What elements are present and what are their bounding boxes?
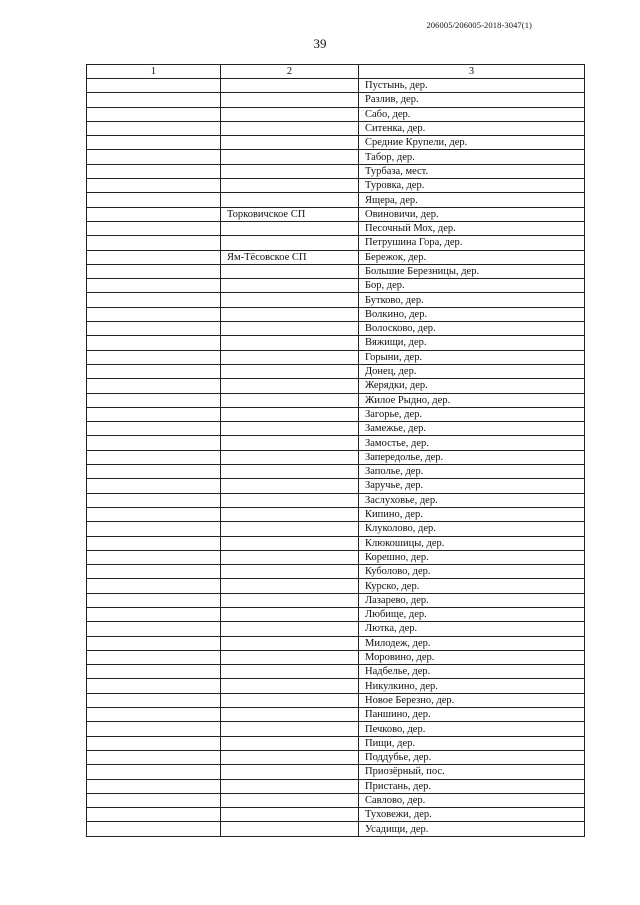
locality-cell: Печково, дер. xyxy=(359,722,585,736)
table-row xyxy=(87,193,585,207)
settlement-cell xyxy=(221,565,359,579)
settlement-cell xyxy=(221,522,359,536)
municipal-district-cell xyxy=(87,93,221,107)
locality-cell: Надбелье, дер. xyxy=(359,665,585,679)
table-row xyxy=(87,164,585,178)
table-row xyxy=(87,708,585,722)
settlement-cell xyxy=(221,379,359,393)
municipal-district-cell xyxy=(87,250,221,264)
settlement-cell: Торковичское СП xyxy=(221,207,359,221)
locality-cell: Клуколово, дер. xyxy=(359,522,585,536)
table-row xyxy=(87,793,585,807)
page-number: 39 xyxy=(313,36,327,51)
settlement-cell xyxy=(221,507,359,521)
municipal-district-cell xyxy=(87,79,221,93)
municipal-district-cell xyxy=(87,665,221,679)
locality-cell: Вяжищи, дер. xyxy=(359,336,585,350)
table-row xyxy=(87,250,585,264)
locality-cell: Пристань, дер. xyxy=(359,779,585,793)
table-row xyxy=(87,293,585,307)
municipal-district-cell xyxy=(87,121,221,135)
locality-cell: Средние Крупели, дер. xyxy=(359,136,585,150)
settlement-cell xyxy=(221,79,359,93)
settlement-cell xyxy=(221,393,359,407)
municipal-district-cell xyxy=(87,636,221,650)
locality-cell: Милодеж, дер. xyxy=(359,636,585,650)
table-header-row xyxy=(87,65,585,79)
settlement-cell xyxy=(221,679,359,693)
locality-cell: Жерядки, дер. xyxy=(359,379,585,393)
table-row xyxy=(87,307,585,321)
locality-cell: Загорье, дер. xyxy=(359,407,585,421)
settlements-table xyxy=(86,64,585,837)
settlement-cell xyxy=(221,236,359,250)
table-row xyxy=(87,150,585,164)
settlement-cell xyxy=(221,322,359,336)
locality-cell: Бутково, дер. xyxy=(359,293,585,307)
municipal-district-cell xyxy=(87,593,221,607)
settlement-cell xyxy=(221,293,359,307)
locality-cell: Ситенка, дер. xyxy=(359,121,585,135)
settlement-cell xyxy=(221,93,359,107)
settlement-cell xyxy=(221,579,359,593)
municipal-district-cell xyxy=(87,350,221,364)
table-row xyxy=(87,236,585,250)
settlement-cell xyxy=(221,607,359,621)
table-row xyxy=(87,221,585,235)
municipal-district-cell xyxy=(87,164,221,178)
settlement-cell xyxy=(221,750,359,764)
municipal-district-cell xyxy=(87,536,221,550)
table-row xyxy=(87,422,585,436)
municipal-district-cell xyxy=(87,479,221,493)
table-row xyxy=(87,593,585,607)
municipal-district-cell xyxy=(87,650,221,664)
locality-cell: Пищи, дер. xyxy=(359,736,585,750)
municipal-district-cell xyxy=(87,722,221,736)
settlement-cell xyxy=(221,793,359,807)
settlement-cell xyxy=(221,765,359,779)
locality-cell: Кипино, дер. xyxy=(359,507,585,521)
locality-cell: Пустынь, дер. xyxy=(359,79,585,93)
table-row xyxy=(87,779,585,793)
locality-cell: Ящера, дер. xyxy=(359,193,585,207)
table-row xyxy=(87,550,585,564)
settlement-cell xyxy=(221,708,359,722)
settlement-cell xyxy=(221,279,359,293)
table-row xyxy=(87,579,585,593)
settlement-cell xyxy=(221,650,359,664)
locality-cell: Турбаза, мест. xyxy=(359,164,585,178)
municipal-district-cell xyxy=(87,422,221,436)
municipal-district-cell xyxy=(87,679,221,693)
settlement-cell xyxy=(221,693,359,707)
municipal-district-cell xyxy=(87,264,221,278)
municipal-district-cell xyxy=(87,750,221,764)
municipal-district-cell xyxy=(87,822,221,836)
settlement-cell xyxy=(221,536,359,550)
municipal-district-cell xyxy=(87,493,221,507)
municipal-district-cell xyxy=(87,193,221,207)
table-row xyxy=(87,507,585,521)
settlement-cell xyxy=(221,364,359,378)
locality-cell: Заручье, дер. xyxy=(359,479,585,493)
settlement-cell xyxy=(221,665,359,679)
locality-cell: Петрушина Гора, дер. xyxy=(359,236,585,250)
table-row xyxy=(87,350,585,364)
table-row xyxy=(87,436,585,450)
locality-cell: Большие Березницы, дер. xyxy=(359,264,585,278)
municipal-district-cell xyxy=(87,765,221,779)
locality-cell: Горыни, дер. xyxy=(359,350,585,364)
settlement-cell xyxy=(221,193,359,207)
table-row xyxy=(87,179,585,193)
document-id: 206005/206005-2018-3047(1) xyxy=(426,20,532,30)
locality-cell: Приозёрный, пос. xyxy=(359,765,585,779)
municipal-district-cell xyxy=(87,379,221,393)
locality-cell: Замежье, дер. xyxy=(359,422,585,436)
header-cell-3: 3 xyxy=(359,65,585,79)
municipal-district-cell xyxy=(87,179,221,193)
table-row xyxy=(87,750,585,764)
header-cell-1: 1 xyxy=(87,65,221,79)
settlement-cell xyxy=(221,822,359,836)
table-row xyxy=(87,107,585,121)
locality-cell: Поддубье, дер. xyxy=(359,750,585,764)
table-row xyxy=(87,665,585,679)
settlement-cell xyxy=(221,150,359,164)
locality-cell: Волкино, дер. xyxy=(359,307,585,321)
settlement-cell xyxy=(221,636,359,650)
settlement-cell xyxy=(221,307,359,321)
settlement-cell xyxy=(221,550,359,564)
locality-cell: Овиновичи, дер. xyxy=(359,207,585,221)
settlement-cell xyxy=(221,722,359,736)
locality-cell: Клюкошицы, дер. xyxy=(359,536,585,550)
municipal-district-cell xyxy=(87,779,221,793)
table-row xyxy=(87,93,585,107)
municipal-district-cell xyxy=(87,622,221,636)
locality-cell: Заслуховье, дер. xyxy=(359,493,585,507)
municipal-district-cell xyxy=(87,307,221,321)
municipal-district-cell xyxy=(87,150,221,164)
municipal-district-cell xyxy=(87,236,221,250)
table-row xyxy=(87,121,585,135)
table-row xyxy=(87,736,585,750)
table-row xyxy=(87,693,585,707)
table-row xyxy=(87,379,585,393)
table-row xyxy=(87,364,585,378)
settlement-cell xyxy=(221,350,359,364)
municipal-district-cell xyxy=(87,221,221,235)
locality-cell: Моровино, дер. xyxy=(359,650,585,664)
table-row xyxy=(87,493,585,507)
municipal-district-cell xyxy=(87,693,221,707)
table-row xyxy=(87,465,585,479)
table-row xyxy=(87,450,585,464)
locality-cell: Никулкино, дер. xyxy=(359,679,585,693)
table-row xyxy=(87,650,585,664)
locality-cell: Разлив, дер. xyxy=(359,93,585,107)
locality-cell: Туровка, дер. xyxy=(359,179,585,193)
table-row xyxy=(87,322,585,336)
municipal-district-cell xyxy=(87,522,221,536)
settlement-cell xyxy=(221,479,359,493)
locality-cell: Песочный Мох, дер. xyxy=(359,221,585,235)
settlement-cell xyxy=(221,407,359,421)
municipal-district-cell xyxy=(87,550,221,564)
table-row xyxy=(87,79,585,93)
table-row xyxy=(87,607,585,621)
settlement-cell xyxy=(221,493,359,507)
locality-cell: Куболово, дер. xyxy=(359,565,585,579)
locality-cell: Волосково, дер. xyxy=(359,322,585,336)
settlement-cell: Ям-Тёсовское СП xyxy=(221,250,359,264)
municipal-district-cell xyxy=(87,136,221,150)
settlement-cell xyxy=(221,136,359,150)
settlement-cell xyxy=(221,593,359,607)
settlement-cell xyxy=(221,164,359,178)
municipal-district-cell xyxy=(87,708,221,722)
header-cell-2: 2 xyxy=(221,65,359,79)
municipal-district-cell xyxy=(87,607,221,621)
locality-cell: Запередолье, дер. xyxy=(359,450,585,464)
table-row xyxy=(87,407,585,421)
table-row xyxy=(87,393,585,407)
municipal-district-cell xyxy=(87,465,221,479)
table-row xyxy=(87,636,585,650)
locality-cell: Савлово, дер. xyxy=(359,793,585,807)
locality-cell: Жилое Рыдно, дер. xyxy=(359,393,585,407)
settlement-cell xyxy=(221,121,359,135)
settlement-cell xyxy=(221,179,359,193)
settlement-cell xyxy=(221,622,359,636)
municipal-district-cell xyxy=(87,364,221,378)
locality-cell: Любище, дер. xyxy=(359,607,585,621)
municipal-district-cell xyxy=(87,579,221,593)
locality-cell: Новое Березно, дер. xyxy=(359,693,585,707)
locality-cell: Замостье, дер. xyxy=(359,436,585,450)
table-row xyxy=(87,765,585,779)
table-row xyxy=(87,279,585,293)
municipal-district-cell xyxy=(87,279,221,293)
settlement-cell xyxy=(221,465,359,479)
locality-cell: Заполье, дер. xyxy=(359,465,585,479)
locality-cell: Усадищи, дер. xyxy=(359,822,585,836)
table-row xyxy=(87,679,585,693)
locality-cell: Курско, дер. xyxy=(359,579,585,593)
locality-cell: Лютка, дер. xyxy=(359,622,585,636)
municipal-district-cell xyxy=(87,322,221,336)
municipal-district-cell xyxy=(87,450,221,464)
table-row xyxy=(87,479,585,493)
municipal-district-cell xyxy=(87,507,221,521)
municipal-district-cell xyxy=(87,407,221,421)
settlement-cell xyxy=(221,450,359,464)
locality-cell: Туховежи, дер. xyxy=(359,808,585,822)
settlement-cell xyxy=(221,221,359,235)
locality-cell: Бор, дер. xyxy=(359,279,585,293)
settlement-cell xyxy=(221,422,359,436)
municipal-district-cell xyxy=(87,107,221,121)
settlement-cell xyxy=(221,107,359,121)
locality-cell: Бережок, дер. xyxy=(359,250,585,264)
locality-cell: Лазарево, дер. xyxy=(359,593,585,607)
table-row xyxy=(87,622,585,636)
table-row xyxy=(87,822,585,836)
locality-cell: Табор, дер. xyxy=(359,150,585,164)
table-row xyxy=(87,565,585,579)
table-row xyxy=(87,336,585,350)
settlement-cell xyxy=(221,808,359,822)
table-row xyxy=(87,522,585,536)
municipal-district-cell xyxy=(87,436,221,450)
settlement-cell xyxy=(221,264,359,278)
table-row xyxy=(87,207,585,221)
settlement-cell xyxy=(221,336,359,350)
locality-cell: Паншино, дер. xyxy=(359,708,585,722)
table-row xyxy=(87,536,585,550)
municipal-district-cell xyxy=(87,793,221,807)
table-row xyxy=(87,808,585,822)
municipal-district-cell xyxy=(87,293,221,307)
locality-cell: Корешно, дер. xyxy=(359,550,585,564)
settlement-cell xyxy=(221,736,359,750)
municipal-district-cell xyxy=(87,808,221,822)
locality-cell: Донец, дер. xyxy=(359,364,585,378)
municipal-district-cell xyxy=(87,207,221,221)
table-row xyxy=(87,264,585,278)
municipal-district-cell xyxy=(87,393,221,407)
settlement-cell xyxy=(221,436,359,450)
table-row xyxy=(87,722,585,736)
municipal-district-cell xyxy=(87,336,221,350)
municipal-district-cell xyxy=(87,565,221,579)
municipal-district-cell xyxy=(87,736,221,750)
locality-cell: Сабо, дер. xyxy=(359,107,585,121)
table-row xyxy=(87,136,585,150)
settlement-cell xyxy=(221,779,359,793)
